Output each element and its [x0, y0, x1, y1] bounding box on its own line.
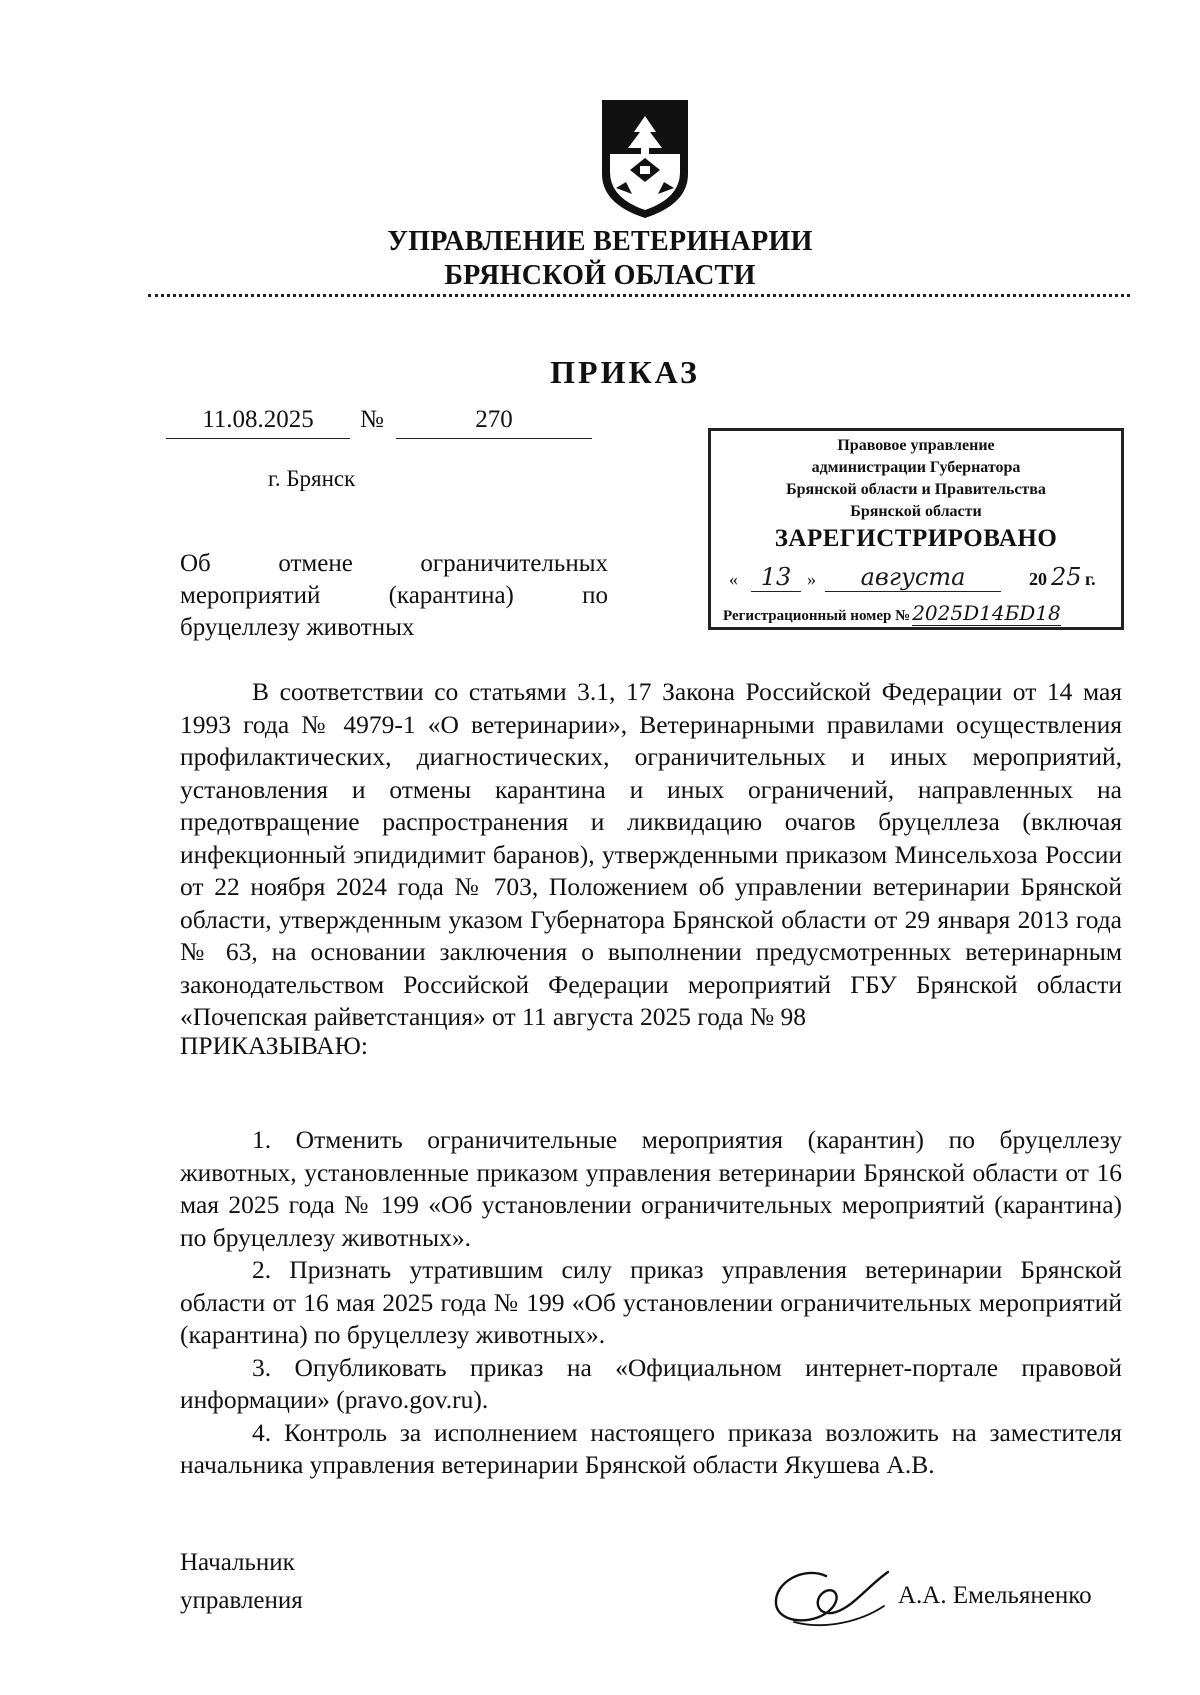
signatory-role — [180, 1544, 303, 1620]
header-divider — [148, 294, 1130, 297]
stamp-registered: ЗАРЕГИСТРИРОВАНО — [774, 525, 1058, 552]
order-item: 1. Отменить ограничительные мероприятия (карантин) по бруцеллезу животных, установленные приказом управления ветеринарии Брянской области от 16 мая 2025 года № 199 «Об установлении ограничительных мероприятий (карантина) по бруцеллезу животных». — [180, 1125, 1122, 1252]
stamp-reg-number — [723, 601, 1113, 625]
org-name-line2: БРЯНСКОЙ ОБЛАСТИ — [444, 260, 756, 291]
org-name-line1: УПРАВЛЕНИЕ ВЕТЕРИНАРИИ — [387, 226, 813, 257]
order-subject — [180, 548, 608, 644]
subject-line3: бруцеллезу животных — [180, 614, 415, 641]
stamp-quote-close: » — [807, 569, 816, 589]
stamp-day: 13 — [751, 563, 801, 592]
stamp-reg-label: Регистрационный номер № — [723, 608, 911, 624]
handwritten-signature — [764, 1552, 894, 1632]
subject-line2: мероприятий (карантина) по — [180, 582, 608, 609]
order-date: 11.08.2025 — [166, 406, 350, 439]
signatory-role-line1: Начальник — [180, 1549, 295, 1576]
stamp-date — [729, 563, 1109, 597]
order-item: 3. Опубликовать приказ на «Официальном интернет-портале правовой информации» (pravo.gov.ru). — [180, 1352, 1122, 1414]
stamp-year-letter: г. — [1085, 569, 1096, 589]
number-sign: № — [360, 406, 384, 433]
stamp-line1: Правовое управление — [837, 437, 995, 454]
stamp-year-prefix: 20 — [1029, 569, 1047, 589]
stamp-line3: Брянской области и Правительства — [786, 481, 1046, 498]
coat-of-arms-icon — [596, 100, 694, 224]
document-title: ПРИКАЗ — [550, 354, 700, 390]
city: г. Брянск — [268, 466, 356, 491]
signatory-role-line2: управления — [180, 1587, 303, 1614]
stamp-year-suffix: 25 — [1051, 563, 1082, 591]
registration-stamp — [708, 428, 1124, 630]
stamp-quote-open: « — [729, 569, 738, 589]
signatory-name: А.А. Емельяненко — [898, 1582, 1092, 1609]
stamp-line2: администрации Губернатора — [811, 459, 1021, 476]
stamp-line4: Брянской области — [850, 503, 982, 520]
order-item: 2. Признать утратившим силу приказ управления ветеринарии Брянской области от 16 мая 2025 года № 199 «Об установлении ограничительных мероприятий (карантина) по бруцеллезу животных». — [180, 1255, 1122, 1349]
order-word: ПРИКАЗЫВАЮ: — [180, 1031, 368, 1060]
preamble-paragraph: В соответствии со статьями 3.1, 17 Закона Российской Федерации от 14 мая 1993 года № 4979-1 «О ветеринарии», Ветеринарными правилами осуществления профилактических, диагностических, ограничительных и иных мероприятий, установления и отмены карантина и иных ограничений, направленных на предотвращение распространения и ликвидацию очагов бруцеллеза (включая инфекционный эпидидимит баранов), утвержденными приказом Минсельхоза России от 22 ноября 2024 года № 703, Положением об управлении ветеринарии Брянской области, утвержденным указом Губернатора Брянской области от 29 января 2013 года № 63, на основании заключения о выполнении предусмотренных ветеринарным законодательством Российской Федерации мероприятий ГБУ Брянской области «Почепская райветстанция» от 11 августа 2025 года № 98 — [180, 677, 1122, 1031]
order-number: 270 — [396, 406, 592, 439]
stamp-month: августа — [825, 563, 1001, 592]
subject-line1: Об отмене ограничительных — [180, 550, 608, 577]
order-items — [180, 1124, 1122, 1482]
stamp-reg-value: 2025D14БD18 — [912, 601, 1061, 625]
order-item: 4. Контроль за исполнением настоящего приказа возложить на заместителя начальника управления ветеринарии Брянской области Якушева А.В. — [180, 1417, 1122, 1479]
